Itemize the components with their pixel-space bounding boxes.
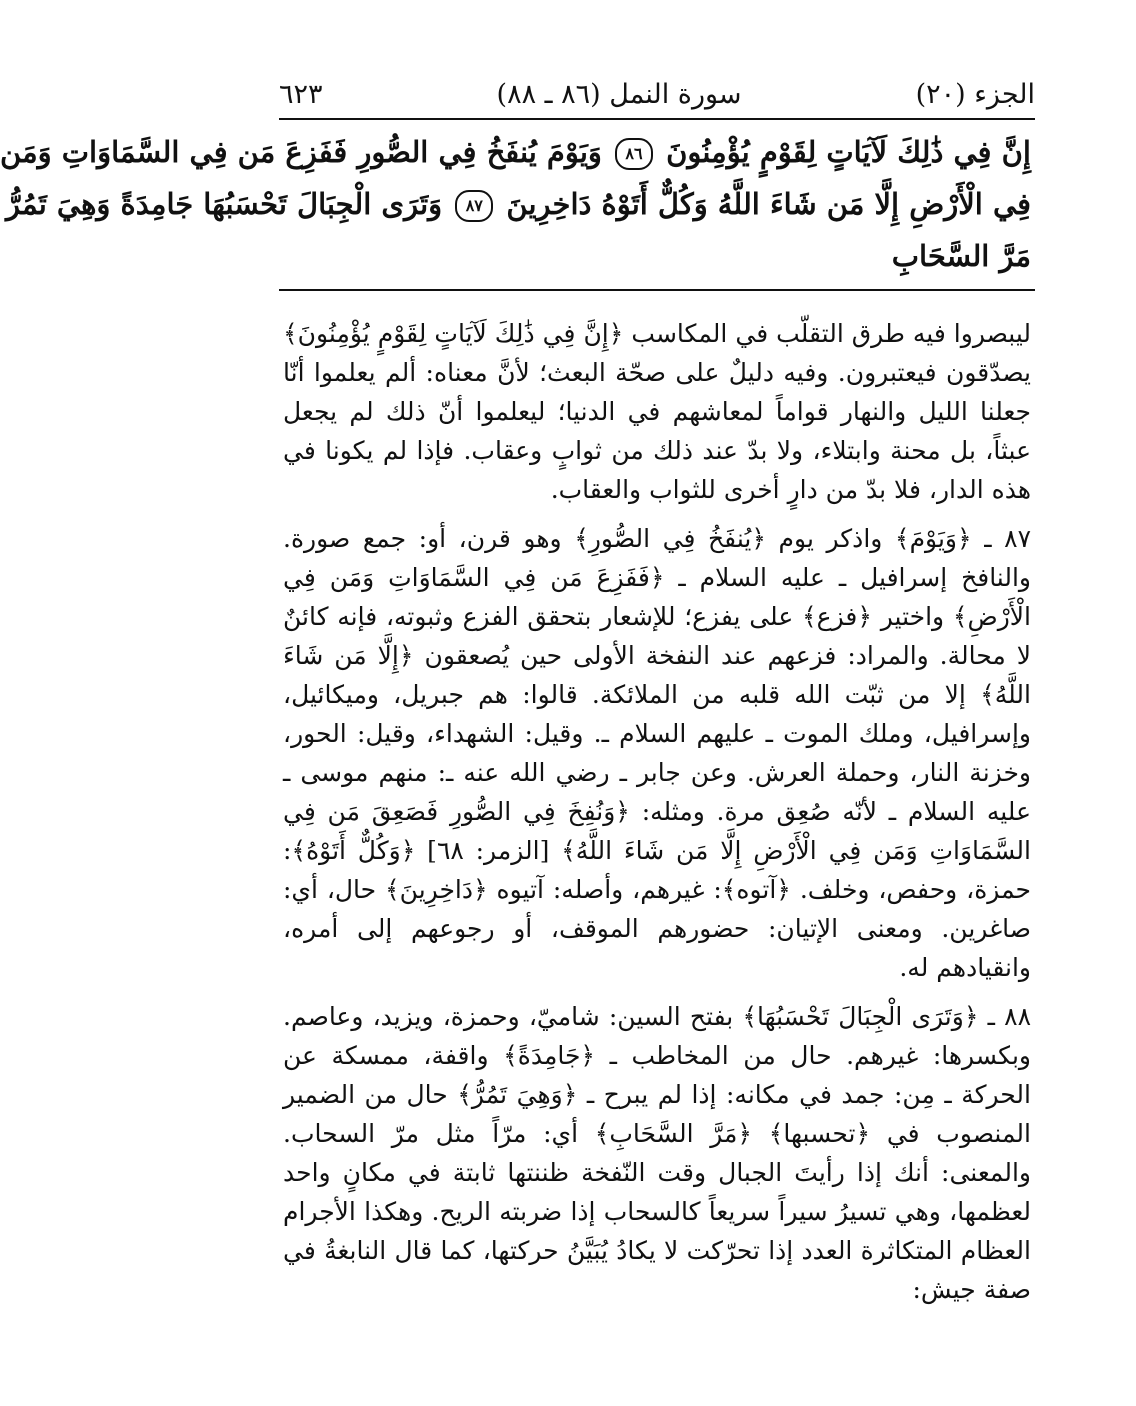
verses-divider [279,289,1035,291]
commentary-paragraph: ٨٨ ـ ﴿وَتَرَى الْجِبَالَ تَحْسَبُهَا﴾ بفتح السين: شاميّ، وحمزة، ويزيد، وعاصم. وبكسرها: غيرهم. حال من المخاطب ـ ﴿جَامِدَةً﴾ واقفة، ممسكة عن الحركة ـ مِن: جمد في مكانه: إذا لم يبرح ـ ﴿وَهِيَ تَمُرُّ﴾ حال من الضمير المنصوب في ﴿تحسبها﴾ ﴿مَرَّ السَّحَابِ﴾ أي: مرّاً مثل مرّ السحاب. والمعنى: أنك إذا رأيتَ الجبال وقت النّفخة ظننتها ثابتة في مكانٍ واحد لعظمها، وهي تسيرُ سيراً سريعاً كالسحاب إذا ضربته الريح. وهكذا الأجرام العظام المتكاثرة العدد إذا تحرّكت لا يكادُ يُبَيَّنُ حركتها، كما قال النابغةُ في صفة جيش: [283,1002,1031,1304]
verse-line-1 [0,126,1031,178]
commentary-paragraph: ليبصروا فيه طرق التقلّب في المكاسب ﴿إِنَّ فِي ذَٰلِكَ لَآيَاتٍ لِقَوْمٍ يُؤْمِنُونَ﴾ يصدّقون فيعتبرون. وفيه دليلٌ على صحّة البعث؛ لأنَّ معناه: ألم يعلموا أنّا جعلنا الليل والنهار قواماً لمعاشهم في الدنيا؛ ليعلموا أنّ ذلك لم يجعل عبثاً، بل محنة وابتلاء، ولا بدّ عند ذلك من ثوابٍ وعقاب. فإذا لم يكونا في هذه الدار، فلا بدّ من دارٍ أخرى للثواب والعقاب. [283,319,1031,504]
header-divider [279,118,1035,120]
verse-text: وَيَوْمَ يُنفَخُ فِي الصُّورِ فَفَزِعَ مَن فِي السَّمَاوَاتِ وَمَن [0,135,602,169]
commentary-paragraph: ٨٧ ـ ﴿وَيَوْمَ﴾ واذكر يوم ﴿يُنفَخُ فِي الصُّورِ﴾ وهو قرن، أو: جمع صورة. والنافخ إسرافيل ـ عليه السلام ـ ﴿فَفَزِعَ مَن فِي السَّمَاوَاتِ وَمَن فِي الْأَرْضِ﴾ واختير ﴿فزع﴾ على يفزع؛ للإشعار بتحقق الفزع وثبوته، فإنه كائنٌ لا محالة. والمراد: فزعهم عند النفخة الأولى حين يُصعقون ﴿إِلَّا مَن شَاءَ اللَّهُ﴾ إلا من ثبّت الله قلبه من الملائكة. قالوا: هم جبريل، وميكائيل، وإسرافيل، وملك الموت ـ عليهم السلام ـ. وقيل: الشهداء، وقيل: الحور، وخزنة النار، وحملة العرش. وعن جابر ـ رضي الله عنه ـ: منهم موسى ـ عليه السلام ـ لأنّه صُعِق مرة. ومثله: ﴿وَنُفِخَ فِي الصُّورِ فَصَعِقَ مَن فِي السَّمَاوَاتِ وَمَن فِي الْأَرْضِ إِلَّا مَن شَاءَ اللَّهُ﴾ [الزمر: ٦٨] ﴿وَكُلٌّ أَتَوْهُ﴾: حمزة، وحفص، وخلف. ﴿آتوه﴾: غيرهم، وأصله: آتيوه ﴿دَاخِرِينَ﴾ حال، أي: صاغرين. ومعنى الإتيان: حضورهم الموقف، أو رجوعهم إلى أمره، وانقيادهم له. [283,524,1031,982]
ayah-number-marker: ٨٦ [615,138,653,170]
ayah-number-marker: ٨٧ [455,190,493,222]
verse-line-3 [285,230,1031,282]
verse-text: إِنَّ فِي ذَٰلِكَ لَآيَاتٍ لِقَوْمٍ يُؤْمِنُونَ [666,135,1031,169]
page-number: ٦٢٣ [279,78,323,110]
tafsir-commentary [283,314,1031,1319]
part-label: الجزء (٢٠) [915,78,1035,110]
page-header [279,74,1035,114]
verse-text: فِي الْأَرْضِ إِلَّا مَن شَاءَ اللَّهُ وَكُلٌّ أَتَوْهُ دَاخِرِينَ [506,187,1031,221]
verse-text: مَرَّ السَّحَابِ [891,239,1031,273]
verse-line-2 [6,178,1031,230]
quran-verses [0,126,1031,282]
surah-title: سورة النمل (٨٦ ـ ٨٨) [496,78,742,110]
verse-text: وَتَرَى الْجِبَالَ تَحْسَبُهَا جَامِدَةً وَهِيَ تَمُرُّ [6,187,443,221]
